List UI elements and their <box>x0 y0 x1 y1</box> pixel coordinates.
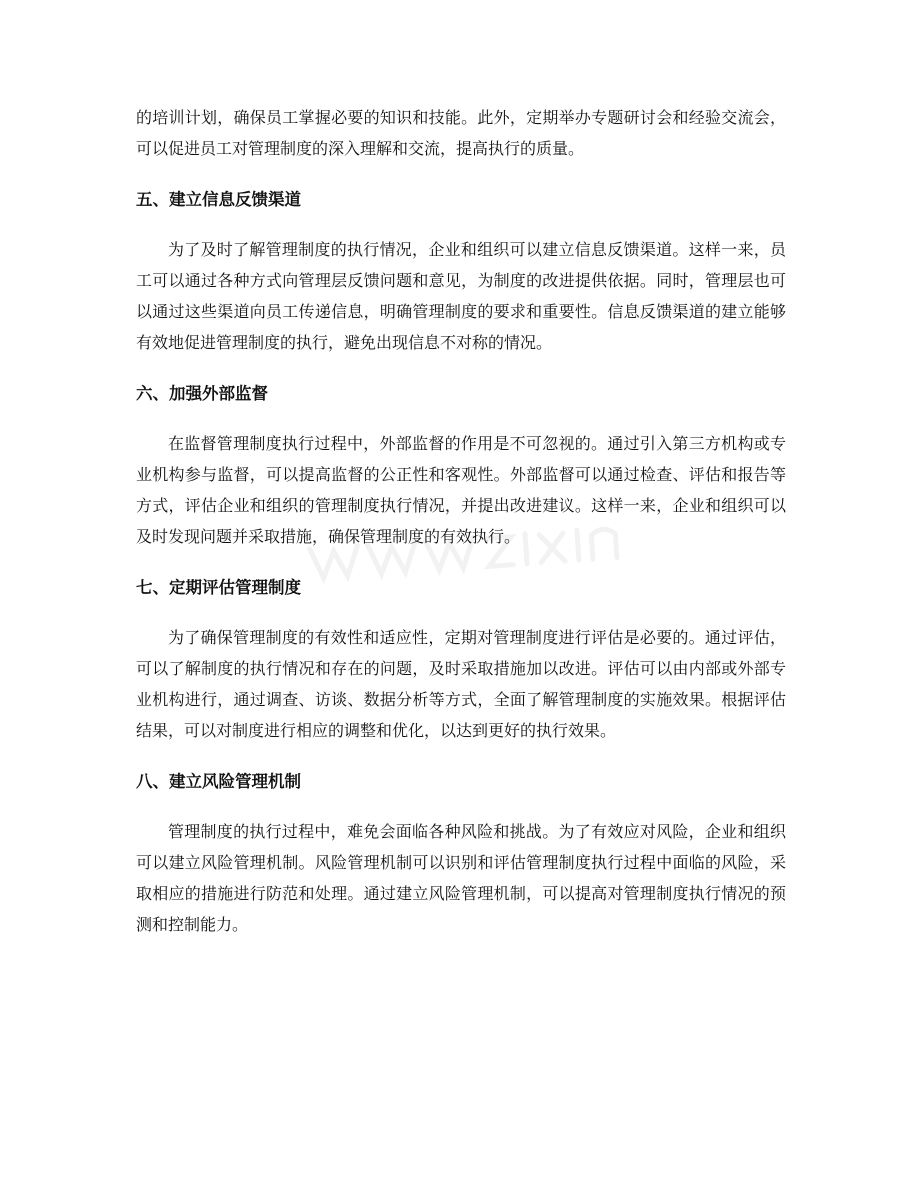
section-paragraph-5: 为了及时了解管理制度的执行情况，企业和组织可以建立信息反馈渠道。这样一来，员工可以通过各种方式向管理层反馈问题和意见，为制度的改进提供依据。同时，管理层也可以通过这些渠道向员工传递信息，明确管理制度的要求和重要性。信息反馈渠道的建立能够有效地促进管理制度的执行，避免出现信息不对称的情况。 <box>136 240 786 352</box>
section-paragraph-6: 在监督管理制度执行过程中，外部监督的作用是不可忽视的。通过引入第三方机构或专业机构参与监督，可以提高监督的公正性和客观性。外部监督可以通过检查、评估和报告等方式，评估企业和组织的管理制度执行情况，并提出改进建议。这样一来，企业和组织可以及时发现问题并采取措施，确保管理制度的有效执行。 <box>136 434 786 546</box>
section-heading-8: 八、建立风险管理机制 <box>136 772 301 791</box>
section-heading-7: 七、定期评估管理制度 <box>136 578 301 597</box>
section-heading-6: 六、加强外部监督 <box>136 384 268 403</box>
document-body <box>136 102 786 940</box>
intro-paragraph: 的培训计划，确保员工掌握必要的知识和技能。此外，定期举办专题研讨会和经验交流会，可以促进员工对管理制度的深入理解和交流，提高执行的质量。 <box>136 108 786 158</box>
section-heading-5: 五、建立信息反馈渠道 <box>136 190 301 209</box>
section-paragraph-8: 管理制度的执行过程中，难免会面临各种风险和挑战。为了有效应对风险，企业和组织可以建立风险管理机制。风险管理机制可以识别和评估管理制度执行过程中面临的风险，采取相应的措施进行防范和处理。通过建立风险管理机制，可以提高对管理制度执行情况的预测和控制能力。 <box>136 822 786 934</box>
section-paragraph-7: 为了确保管理制度的有效性和适应性，定期对管理制度进行评估是必要的。通过评估，可以了解制度的执行情况和存在的问题，及时采取措施加以改进。评估可以由内部或外部专业机构进行，通过调查、访谈、数据分析等方式，全面了解管理制度的实施效果。根据评估结果，可以对制度进行相应的调整和优化，以达到更好的执行效果。 <box>136 628 786 740</box>
